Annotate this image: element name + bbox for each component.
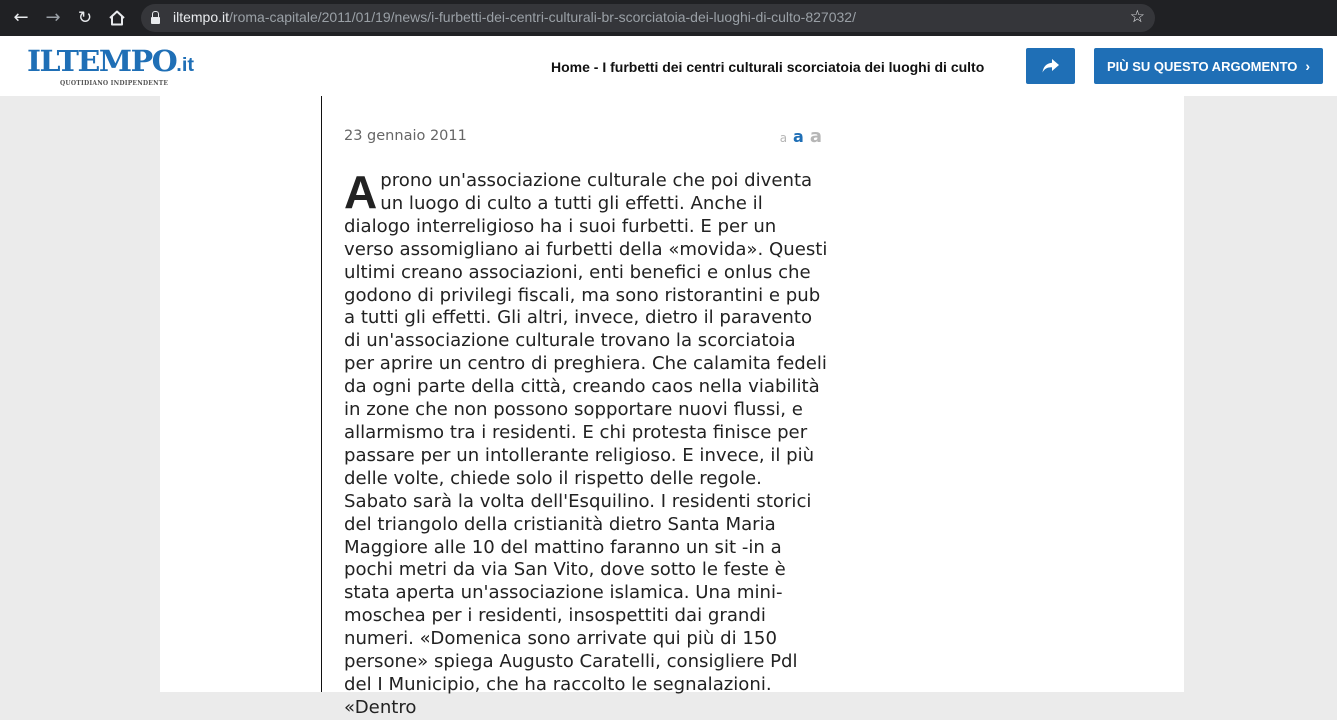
article-paragraph: prono un'associazione culturale che poi diventa un luogo di culto a tutti gli effetti. Anche il dialogo interreligioso ha i suoi furbetti. E per un verso assomigliano ai furbetti della «movida». Questi ultimi creano associazioni, enti benefici e onlus che godono di privilegi fiscali, ma sono ristorantini e pub a tutti gli effetti. Gli altri, invece, dietro il paravento di un'associazione culturale trovano la scorciatoia per aprire un centro di preghiera. Che calamita fedeli da ogni parte della città, creando caos nella viabilità in zone che non possono sopportare nuovi flussi, e allarmismo tra i residenti. E chi protesta finisce per passare per un intollerante religioso. E invece, il più delle volte, chiede solo il rispetto delle regole. Sabato sarà la volta dell'Esquilino. I residenti storici del triangolo della cristianità dietro Santa Maria Maggiore alle 10 del mattino faranno un sit -in a pochi metri da via San Vito, dove sotto le feste è stata aperta un'associazione islamica. Una mini-moschea per i residenti, insospettiti dai grandi numeri. «Domenica sono arrivate qui più di 150 persone» spiega Augusto Caratelli, consigliere Pdl del I Municipio, che ha raccolto le segnalazioni. «Dentro — [344, 170, 828, 718]
browser-toolbar — [0, 0, 1337, 36]
forward-icon[interactable]: → — [45, 7, 61, 28]
lock-icon[interactable] — [151, 11, 160, 24]
share-button[interactable] — [1026, 48, 1075, 84]
reload-icon[interactable]: ↻ — [77, 7, 93, 28]
home-icon[interactable] — [105, 6, 129, 30]
share-arrow-icon — [1042, 59, 1060, 73]
font-size-large-button[interactable]: a — [809, 126, 822, 147]
url-text[interactable] — [173, 9, 856, 25]
font-size-controls — [774, 126, 822, 147]
more-on-topic-button[interactable] — [1094, 48, 1323, 84]
more-on-topic-label: PIÙ SU QUESTO ARGOMENTO — [1106, 58, 1298, 74]
font-size-small-button[interactable]: a — [779, 131, 788, 145]
breadcrumb[interactable]: Home - I furbetti dei centri culturali scorciatoia dei luoghi di culto — [551, 59, 985, 75]
article-meta — [344, 128, 822, 148]
drop-cap: A — [344, 166, 378, 218]
url-path: /roma-capitale/2011/01/19/news/i-furbetti-dei-centri-culturali-br-scorciatoia-dei-luoghi-di-culto-827032/ — [229, 9, 856, 25]
url-domain: iltempo.it — [173, 9, 230, 25]
logo-tld: .it — [176, 54, 195, 76]
back-icon[interactable]: ← — [13, 7, 29, 28]
article-body — [344, 166, 828, 720]
article-page — [160, 96, 1184, 718]
star-icon[interactable]: ☆ — [1129, 7, 1145, 27]
address-bar[interactable] — [141, 4, 1155, 32]
font-size-medium-button[interactable]: a — [793, 127, 804, 146]
column-divider — [321, 96, 322, 692]
article-date: 23 gennaio 2011 — [344, 128, 467, 144]
site-header — [0, 36, 1337, 96]
logo-tagline: QUOTIDIANO INDIPENDENTE — [60, 80, 169, 87]
logo-name: ILTEMPO — [27, 45, 177, 79]
chevron-right-icon: › — [1305, 58, 1311, 74]
site-logo[interactable] — [27, 45, 217, 90]
